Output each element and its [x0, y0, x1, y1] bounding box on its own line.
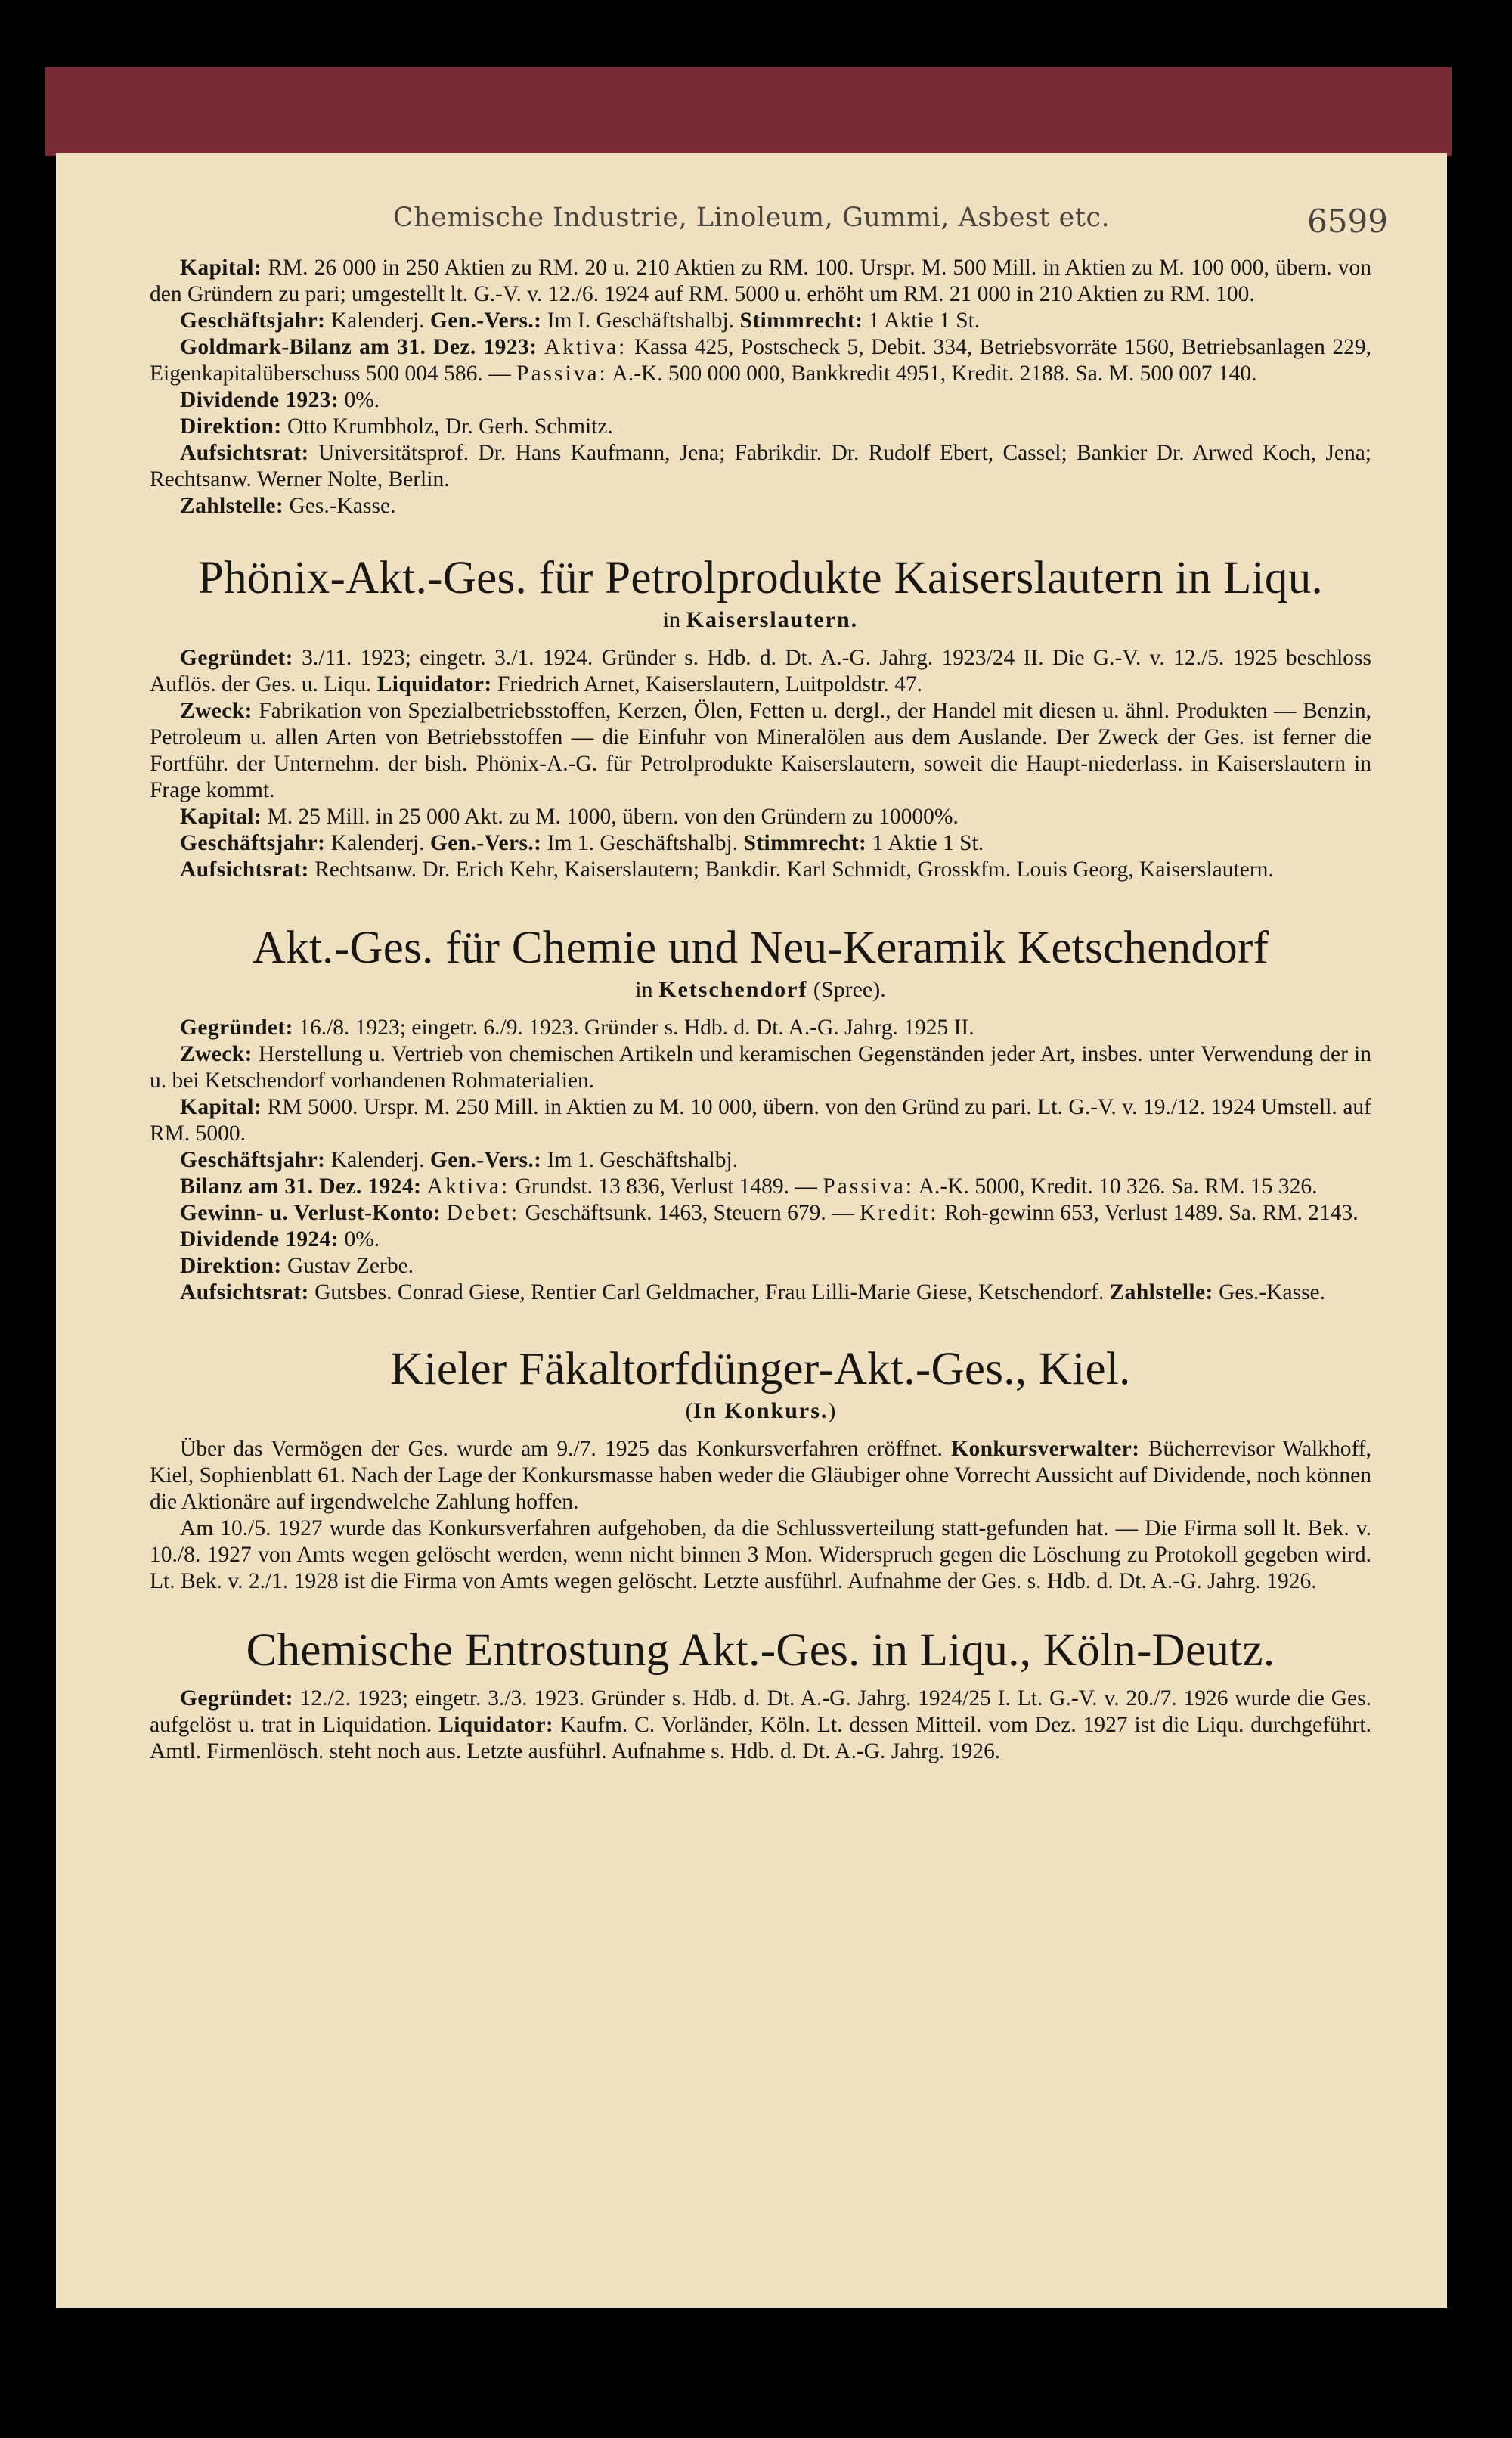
entry-paragraph — [150, 1015, 1371, 1041]
field-text — [421, 1174, 426, 1199]
field-label: Zahlstelle: — [180, 494, 284, 518]
entry-paragraph — [150, 1253, 1371, 1279]
field-text: Kalenderj. — [325, 309, 430, 333]
field-label: Zahlstelle: — [1109, 1280, 1213, 1304]
page-number: 6599 — [1307, 203, 1388, 240]
field-text: Gustav Zerbe. — [281, 1254, 414, 1278]
entry-paragraph — [150, 387, 1371, 414]
field-label: Aufsichtsrat: — [180, 1280, 309, 1304]
entry-paragraph — [150, 1147, 1371, 1174]
company-entry-ketschendorf — [150, 921, 1371, 1306]
company-status: (In Konkurs.) — [685, 1398, 836, 1423]
entry-paragraph — [150, 255, 1371, 308]
spaced-label: Debet: — [446, 1201, 520, 1225]
field-label: Gewinn- u. Verlust-Konto: — [180, 1201, 442, 1225]
entry-paragraph — [150, 1436, 1371, 1515]
field-text: Friedrich Arnet, Kaiserslautern, Luitpoldstr. 47. — [491, 672, 923, 696]
field-label: Direktion: — [180, 414, 282, 439]
company-entry-continued — [150, 255, 1371, 520]
field-label: Goldmark-Bilanz am 31. Dez. 1923: — [180, 335, 538, 359]
company-entry-entrostung — [150, 1624, 1371, 1765]
page-content — [150, 255, 1371, 1765]
spaced-label: Aktiva: — [426, 1174, 510, 1199]
company-entry-phoenix — [150, 551, 1371, 883]
field-text: Otto Krumbholz, Dr. Gerh. Schmitz. — [281, 414, 613, 439]
field-label: Gen.-Vers.: — [429, 1148, 542, 1172]
field-label: Stimmrecht: — [739, 309, 863, 333]
field-text: Roh-gewinn 653, Verlust 1489. Sa. RM. 2143. — [938, 1201, 1359, 1225]
company-title: Phönix-Akt.-Ges. für Petrolprodukte Kaiserslautern in Liqu. — [197, 553, 1324, 603]
company-title: Chemische Entrostung Akt.-Ges. in Liqu., Köln-Deutz. — [246, 1625, 1275, 1676]
entry-paragraph — [150, 1686, 1371, 1765]
entry-paragraph — [150, 857, 1371, 883]
field-text: Geschäftsunk. 1463, Steuern 679. — — [519, 1201, 860, 1225]
company-location: in Kaiserslautern. — [662, 607, 859, 632]
field-text: 0%. — [339, 1227, 380, 1252]
field-label: Geschäftsjahr: — [180, 1148, 326, 1172]
field-text: Kassa 425, Postscheck 5, Debit. 334, Betriebsvorräte 1560, Betriebsanlagen 229, Eigenkapitalüberschuss 500 004 586. — — [150, 335, 1372, 386]
spaced-label: Passiva: — [823, 1174, 914, 1199]
field-label: Liquidator: — [438, 1713, 554, 1737]
field-text: Im I. Geschäftshalbj. — [541, 309, 740, 333]
field-text: 16./8. 1923; eingetr. 6./9. 1923. Gründer s. Hdb. d. Dt. A.-G. Jahrg. 1925 II. — [293, 1016, 974, 1040]
entry-paragraph — [150, 1041, 1371, 1094]
field-text: Ges.-Kasse. — [284, 494, 396, 518]
field-text: Ges.-Kasse. — [1213, 1280, 1326, 1304]
entry-paragraph — [150, 1174, 1371, 1200]
field-text: A.-K. 500 000 000, Bankkredit 4951, Kredit. 2188. Sa. M. 500 007 140. — [607, 361, 1257, 386]
field-label: Geschäftsjahr: — [180, 309, 326, 333]
field-text: Fabrikation von Spezialbetriebsstoffen, Kerzen, Ölen, Fetten u. dergl., der Handel mit diesen u. ähnl. Produkten — Benzin, Petroleum u. allen Arten von Betriebsstoffen — die Einfuhr von Mineralölen aus dem Auslande. Der Zweck der Ges. ist ferner die Fortführ. der Unternehm. der bish. Phönix-A.-G. für Petrolprodukte Kaiserslautern, soweit die Haupt-niederlass. in Kaiserslautern in Frage kommt. — [150, 699, 1371, 802]
field-text: 12./2. 1923; eingetr. 3./3. 1923. Gründer s. Hdb. d. Dt. A.-G. Jahrg. 1924/25 I. Lt. G.-V. v. 20./7. 1926 wurde die Ges. aufgelöst u. trat in Liquidation. — [150, 1686, 1371, 1737]
spaced-label: Kredit: — [860, 1201, 939, 1225]
company-location: in Ketschendorf (Spree). — [635, 977, 886, 1002]
entry-paragraph — [150, 1200, 1371, 1227]
field-text: 1 Aktie 1 St. — [863, 309, 981, 333]
field-text — [537, 335, 544, 359]
entry-paragraph — [150, 440, 1371, 493]
entry-paragraph — [150, 1227, 1371, 1253]
running-header: Chemische Industrie, Linoleum, Gummi, Asbest etc. — [392, 203, 1111, 233]
spaced-label: Aktiva: — [544, 335, 627, 359]
entry-paragraph — [150, 308, 1371, 334]
field-label: Dividende 1924: — [180, 1227, 339, 1252]
entry-paragraph — [150, 645, 1371, 698]
field-text: Kalenderj. — [325, 831, 430, 855]
field-text — [441, 1201, 446, 1225]
field-text: RM. 26 000 in 250 Aktien zu RM. 20 u. 210 Aktien zu RM. 100. Urspr. M. 500 Mill. in Aktien zu M. 100 000, übern. von den Gründern zu pari; umgestellt lt. G.-V. v. 12./6. 1924 auf RM. 5000 u. erhöht um RM. 21 000 in 210 Aktien zu RM. 100. — [150, 256, 1371, 306]
field-label: Gegründet: — [180, 646, 293, 670]
entry-paragraph — [150, 804, 1371, 830]
field-text: Im 1. Geschäftshalbj. — [541, 831, 744, 855]
field-label: Aufsichtsrat: — [180, 858, 309, 882]
field-text: Rechtsanw. Dr. Erich Kehr, Kaiserslautern; Bankdir. Karl Schmidt, Grosskfm. Louis Georg, Kaiserslautern. — [308, 858, 1274, 882]
field-label: Liquidator: — [376, 672, 492, 696]
field-label: Dividende 1923: — [180, 388, 339, 412]
field-label: Kapital: — [180, 256, 262, 280]
book-page — [56, 153, 1447, 2308]
field-label: Gegründet: — [180, 1016, 293, 1040]
field-text: 1 Aktie 1 St. — [866, 831, 984, 855]
field-text: Im 1. Geschäftshalbj. — [541, 1148, 739, 1172]
spaced-label: Passiva: — [516, 361, 608, 386]
field-label: Gen.-Vers.: — [429, 831, 542, 855]
entry-paragraph — [150, 830, 1371, 857]
field-label: Kapital: — [180, 1095, 262, 1119]
field-label: Direktion: — [180, 1254, 282, 1278]
field-text: 3./11. 1923; eingetr. 3./1. 1924. Gründer s. Hdb. d. Dt. A.-G. Jahrg. 1923/24 II. Die G.-V. v. 12./5. 1925 beschloss Auflös. der Ges. u. Liqu. — [150, 646, 1371, 696]
entry-paragraph — [150, 1279, 1371, 1306]
field-text: Universitätsprof. Dr. Hans Kaufmann, Jena; Fabrikdir. Dr. Rudolf Ebert, Cassel; Bankier Dr. Arwed Koch, Jena; Rechtsanw. Werner Nolte, Berlin. — [150, 441, 1371, 492]
entry-paragraph — [150, 493, 1371, 520]
field-label: Gegründet: — [180, 1686, 293, 1711]
field-label: Bilanz am 31. Dez. 1924: — [180, 1174, 422, 1199]
field-text: Gutsbes. Conrad Giese, Rentier Carl Geldmacher, Frau Lilli-Marie Giese, Ketschendorf. — [308, 1280, 1110, 1304]
field-text: Über das Vermögen der Ges. wurde am 9./7. 1925 das Konkursverfahren eröffnet. — [180, 1437, 952, 1461]
entry-paragraph — [150, 1515, 1371, 1595]
entry-paragraph — [150, 698, 1371, 804]
field-text: Bücherrevisor Walkhoff, Kiel, Sophienblatt 61. Nach der Lage der Konkursmasse haben weder die Gläubiger ohne Vorrecht Aussicht auf Dividende, noch können die Aktionäre auf irgendwelche Zahlung hoffen. — [150, 1437, 1371, 1514]
field-label: Geschäftsjahr: — [180, 831, 326, 855]
field-text: RM 5000. Urspr. M. 250 Mill. in Aktien zu M. 10 000, übern. von den Gründ zu pari. Lt. G.-V. v. 19./12. 1924 Umstell. auf RM. 5000. — [150, 1095, 1371, 1146]
field-label: Stimmrecht: — [743, 831, 867, 855]
company-entry-kiel — [150, 1342, 1371, 1595]
entry-paragraph — [150, 414, 1371, 440]
book-binding-edge — [45, 67, 1452, 156]
field-text: Am 10./5. 1927 wurde das Konkursverfahren aufgehoben, da die Schlussverteilung statt-gefunden hat. — Die Firma soll lt. Bek. v. 10./8. 1927 von Amts wegen gelöscht werden, wenn nicht binnen 3 Mon. Widerspruch gegen die Löschung zu Protokoll gegeben wird. Lt. Bek. v. 2./1. 1928 ist die Firma von Amts wegen gelöscht. Letzte ausführl. Aufnahme der Ges. s. Hdb. d. Dt. A.-G. Jahrg. 1926. — [150, 1516, 1371, 1593]
field-text: Kalenderj. — [325, 1148, 430, 1172]
field-label: Zweck: — [180, 699, 253, 723]
company-title: Kieler Fäkaltorfdünger-Akt.-Ges., Kiel. — [390, 1344, 1131, 1394]
field-label: Gen.-Vers.: — [429, 309, 542, 333]
field-label: Konkursverwalter: — [951, 1437, 1140, 1461]
company-title: Akt.-Ges. für Chemie und Neu-Keramik Ketschendorf — [252, 923, 1269, 973]
field-text: Kaufm. C. Vorländer, Köln. Lt. dessen Mitteil. vom Dez. 1927 ist die Liqu. durchgeführt. Amtl. Firmenlösch. steht noch aus. Letzte ausführl. Aufnahme s. Hdb. d. Dt. A.-G. Jahrg. 1926. — [150, 1713, 1371, 1763]
field-label: Aufsichtsrat: — [180, 441, 309, 465]
field-text: Grundst. 13 836, Verlust 1489. — — [510, 1174, 823, 1199]
entry-paragraph — [150, 334, 1371, 387]
field-text: Herstellung u. Vertrieb von chemischen Artikeln und keramischen Gegenständen jeder Art, insbes. unter Verwendung der in u. bei Ketschendorf vorhandenen Rohmaterialien. — [150, 1042, 1371, 1093]
field-text: M. 25 Mill. in 25 000 Akt. zu M. 1000, übern. von den Gründern zu 10000%. — [262, 805, 959, 829]
entry-paragraph — [150, 1094, 1371, 1147]
field-label: Zweck: — [180, 1042, 253, 1066]
field-label: Kapital: — [180, 805, 262, 829]
field-text: 0%. — [339, 388, 380, 412]
field-text: A.-K. 5000, Kredit. 10 326. Sa. RM. 15 326. — [914, 1174, 1318, 1199]
